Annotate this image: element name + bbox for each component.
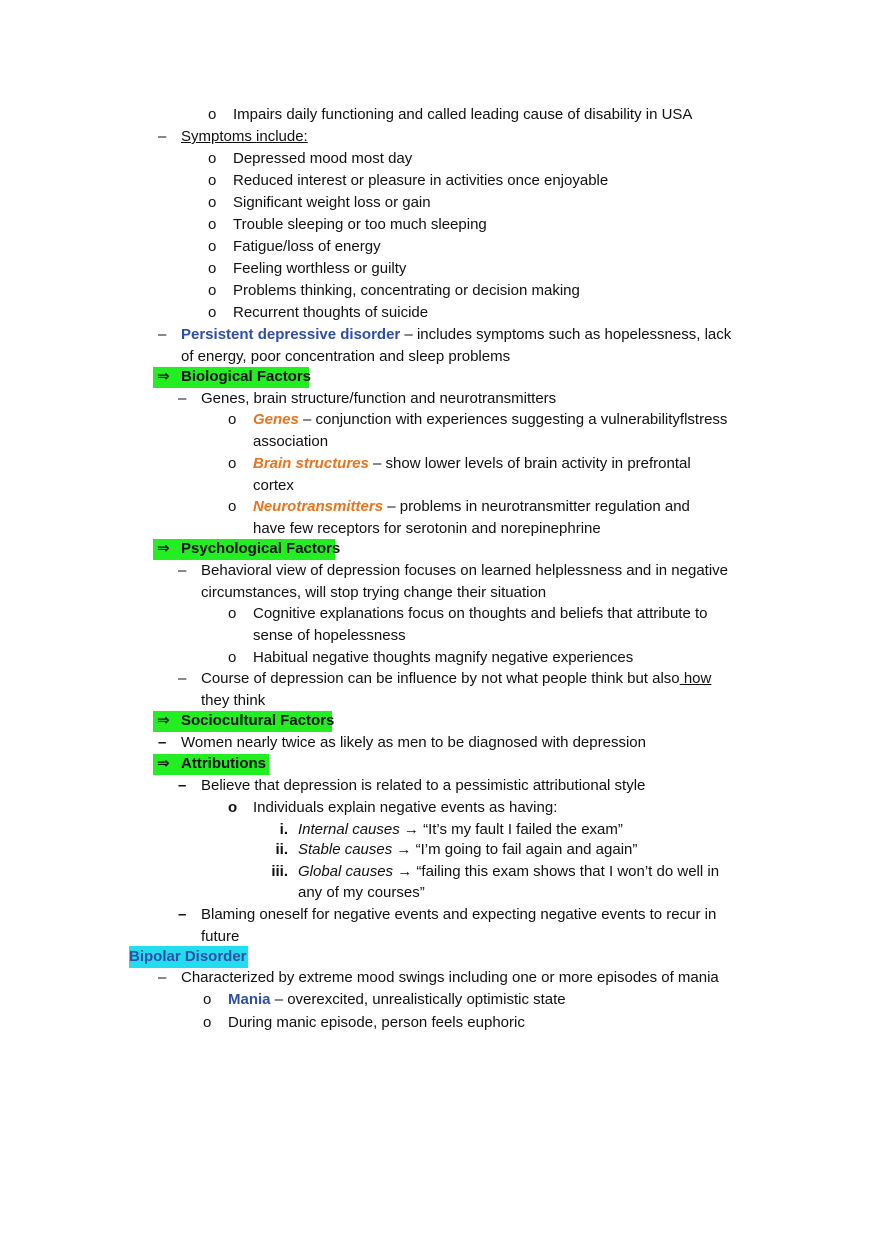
roman-numeral: iii.: [271, 863, 288, 880]
dash-bullet-icon: –: [178, 562, 187, 579]
roman-numeral: ii.: [275, 841, 288, 858]
stable-term: Stable causes: [298, 841, 393, 858]
roman-numeral: i.: [279, 821, 288, 838]
list-item: Women nearly twice as likely as men to be diagnosed with depression: [181, 734, 646, 751]
genes-line: [253, 409, 727, 431]
arrow-bullet-icon: ⇒: [157, 368, 170, 385]
list-item: Cognitive explanations focus on thoughts and beliefs that attribute to: [253, 605, 708, 622]
circle-bullet-icon: o: [228, 799, 238, 816]
section-heading-psychological: Psychological Factors: [181, 540, 341, 557]
circle-bullet-icon: o: [208, 216, 217, 233]
circle-bullet-icon: o: [208, 260, 217, 277]
internal-term: Internal causes: [298, 821, 400, 838]
list-item-cont: future: [201, 928, 240, 945]
list-item: Impairs daily functioning and called leading cause of disability in USA: [233, 106, 693, 123]
symptoms-heading: Symptoms include:: [181, 128, 308, 145]
list-item: Believe that depression is related to a pessimistic attributional style: [201, 777, 646, 794]
dash-bullet-icon: –: [158, 734, 167, 751]
circle-bullet-icon: o: [228, 411, 237, 428]
circle-bullet-icon: o: [208, 304, 217, 321]
list-item: Individuals explain negative events as having:: [253, 799, 558, 816]
symptom-item: Reduced interest or pleasure in activities once enjoyable: [233, 172, 609, 189]
genes-line-cont: association: [253, 433, 329, 450]
genes-term: Genes: [253, 411, 299, 428]
internal-quote: “It’s my fault I failed the exam”: [418, 821, 623, 838]
section-heading-attributions: Attributions: [181, 755, 266, 772]
circle-bullet-icon: o: [208, 194, 217, 211]
list-item-cont: they think: [201, 692, 266, 709]
arrow-bullet-icon: ⇒: [157, 540, 170, 557]
course-text: Course of depression can be influence by not what people think but also: [201, 670, 680, 687]
section-heading-biological: Biological Factors: [181, 368, 312, 385]
circle-bullet-icon: o: [228, 649, 237, 666]
pdd-term: Persistent depressive disorder: [181, 326, 401, 343]
list-item: During manic episode, person feels euphoric: [228, 1014, 525, 1031]
list-item: Behavioral view of depression focuses on learned helplessness and in negative: [201, 562, 728, 579]
list-item: Habitual negative thoughts magnify negative experiences: [253, 649, 634, 666]
circle-bullet-icon: o: [228, 498, 237, 515]
circle-bullet-icon: o: [228, 455, 237, 472]
genes-text: – conjunction with experiences suggesting a vulnerabilityflstress: [298, 411, 728, 428]
attribution-item: [298, 839, 637, 861]
pdd-line: [181, 324, 731, 346]
symptom-item: Problems thinking, concentrating or decision making: [233, 282, 580, 299]
circle-bullet-icon: o: [228, 605, 237, 622]
list-item-cont: circumstances, will stop trying change their situation: [201, 584, 547, 601]
right-arrow-icon: →: [397, 863, 413, 880]
brain-line: [253, 453, 691, 475]
right-arrow-icon: →: [403, 821, 419, 838]
underlined-how: how: [679, 670, 712, 687]
mania-term: Mania: [228, 991, 271, 1008]
neuro-term: Neurotransmitters: [253, 498, 384, 515]
symptom-item: Depressed mood most day: [233, 150, 413, 167]
list-item-cont: sense of hopelessness: [253, 627, 406, 644]
dash-bullet-icon: –: [178, 777, 187, 794]
attribution-item: [298, 819, 623, 841]
section-heading-bipolar: Bipolar Disorder: [129, 946, 248, 968]
arrow-bullet-icon: ⇒: [157, 755, 170, 772]
right-arrow-icon: →: [396, 841, 412, 858]
dash-bullet-icon: –: [158, 969, 167, 986]
brain-text: – show lower levels of brain activity in prefrontal: [368, 455, 691, 472]
dash-bullet-icon: –: [178, 390, 187, 407]
list-item: Characterized by extreme mood swings including one or more episodes of mania: [181, 969, 719, 986]
brain-term: Brain structures: [253, 455, 369, 472]
attribution-item-cont: any of my courses”: [298, 884, 425, 901]
neuro-text: – problems in neurotransmitter regulation and: [383, 498, 690, 515]
circle-bullet-icon: o: [208, 106, 217, 123]
pdd-line-cont: of energy, poor concentration and sleep problems: [181, 348, 511, 365]
attribution-item: [298, 861, 719, 883]
list-item: Genes, brain structure/function and neurotransmitters: [201, 390, 557, 407]
dash-bullet-icon: –: [158, 326, 167, 343]
global-term: Global causes: [298, 863, 394, 880]
dash-bullet-icon: –: [178, 906, 187, 923]
pdd-text: – includes symptoms such as hopelessness, lack: [400, 326, 732, 343]
circle-bullet-icon: o: [208, 150, 217, 167]
circle-bullet-icon: o: [208, 282, 217, 299]
dash-bullet-icon: –: [178, 670, 187, 687]
circle-bullet-icon: o: [203, 1014, 212, 1031]
circle-bullet-icon: o: [208, 172, 217, 189]
list-item: [201, 668, 711, 690]
global-quote: “failing this exam shows that I won’t do well in: [412, 863, 720, 880]
symptom-item: Feeling worthless or guilty: [233, 260, 407, 277]
stable-quote: “I’m going to fail again and again”: [411, 841, 638, 858]
neuro-line-cont: have few receptors for serotonin and norepinephrine: [253, 520, 601, 537]
symptom-item: Significant weight loss or gain: [233, 194, 431, 211]
list-item: Blaming oneself for negative events and expecting negative events to recur in: [201, 906, 717, 923]
symptom-item: Trouble sleeping or too much sleeping: [233, 216, 487, 233]
mania-text: – overexcited, unrealistically optimistic state: [270, 991, 566, 1008]
circle-bullet-icon: o: [203, 991, 212, 1008]
brain-line-cont: cortex: [253, 477, 294, 494]
dash-bullet-icon: –: [158, 128, 167, 145]
mania-line: [228, 989, 566, 1011]
arrow-bullet-icon: ⇒: [157, 712, 170, 729]
symptom-item: Fatigue/loss of energy: [233, 238, 381, 255]
symptom-item: Recurrent thoughts of suicide: [233, 304, 429, 321]
section-heading-sociocultural: Sociocultural Factors: [181, 712, 335, 729]
neuro-line: [253, 496, 690, 518]
circle-bullet-icon: o: [208, 238, 217, 255]
